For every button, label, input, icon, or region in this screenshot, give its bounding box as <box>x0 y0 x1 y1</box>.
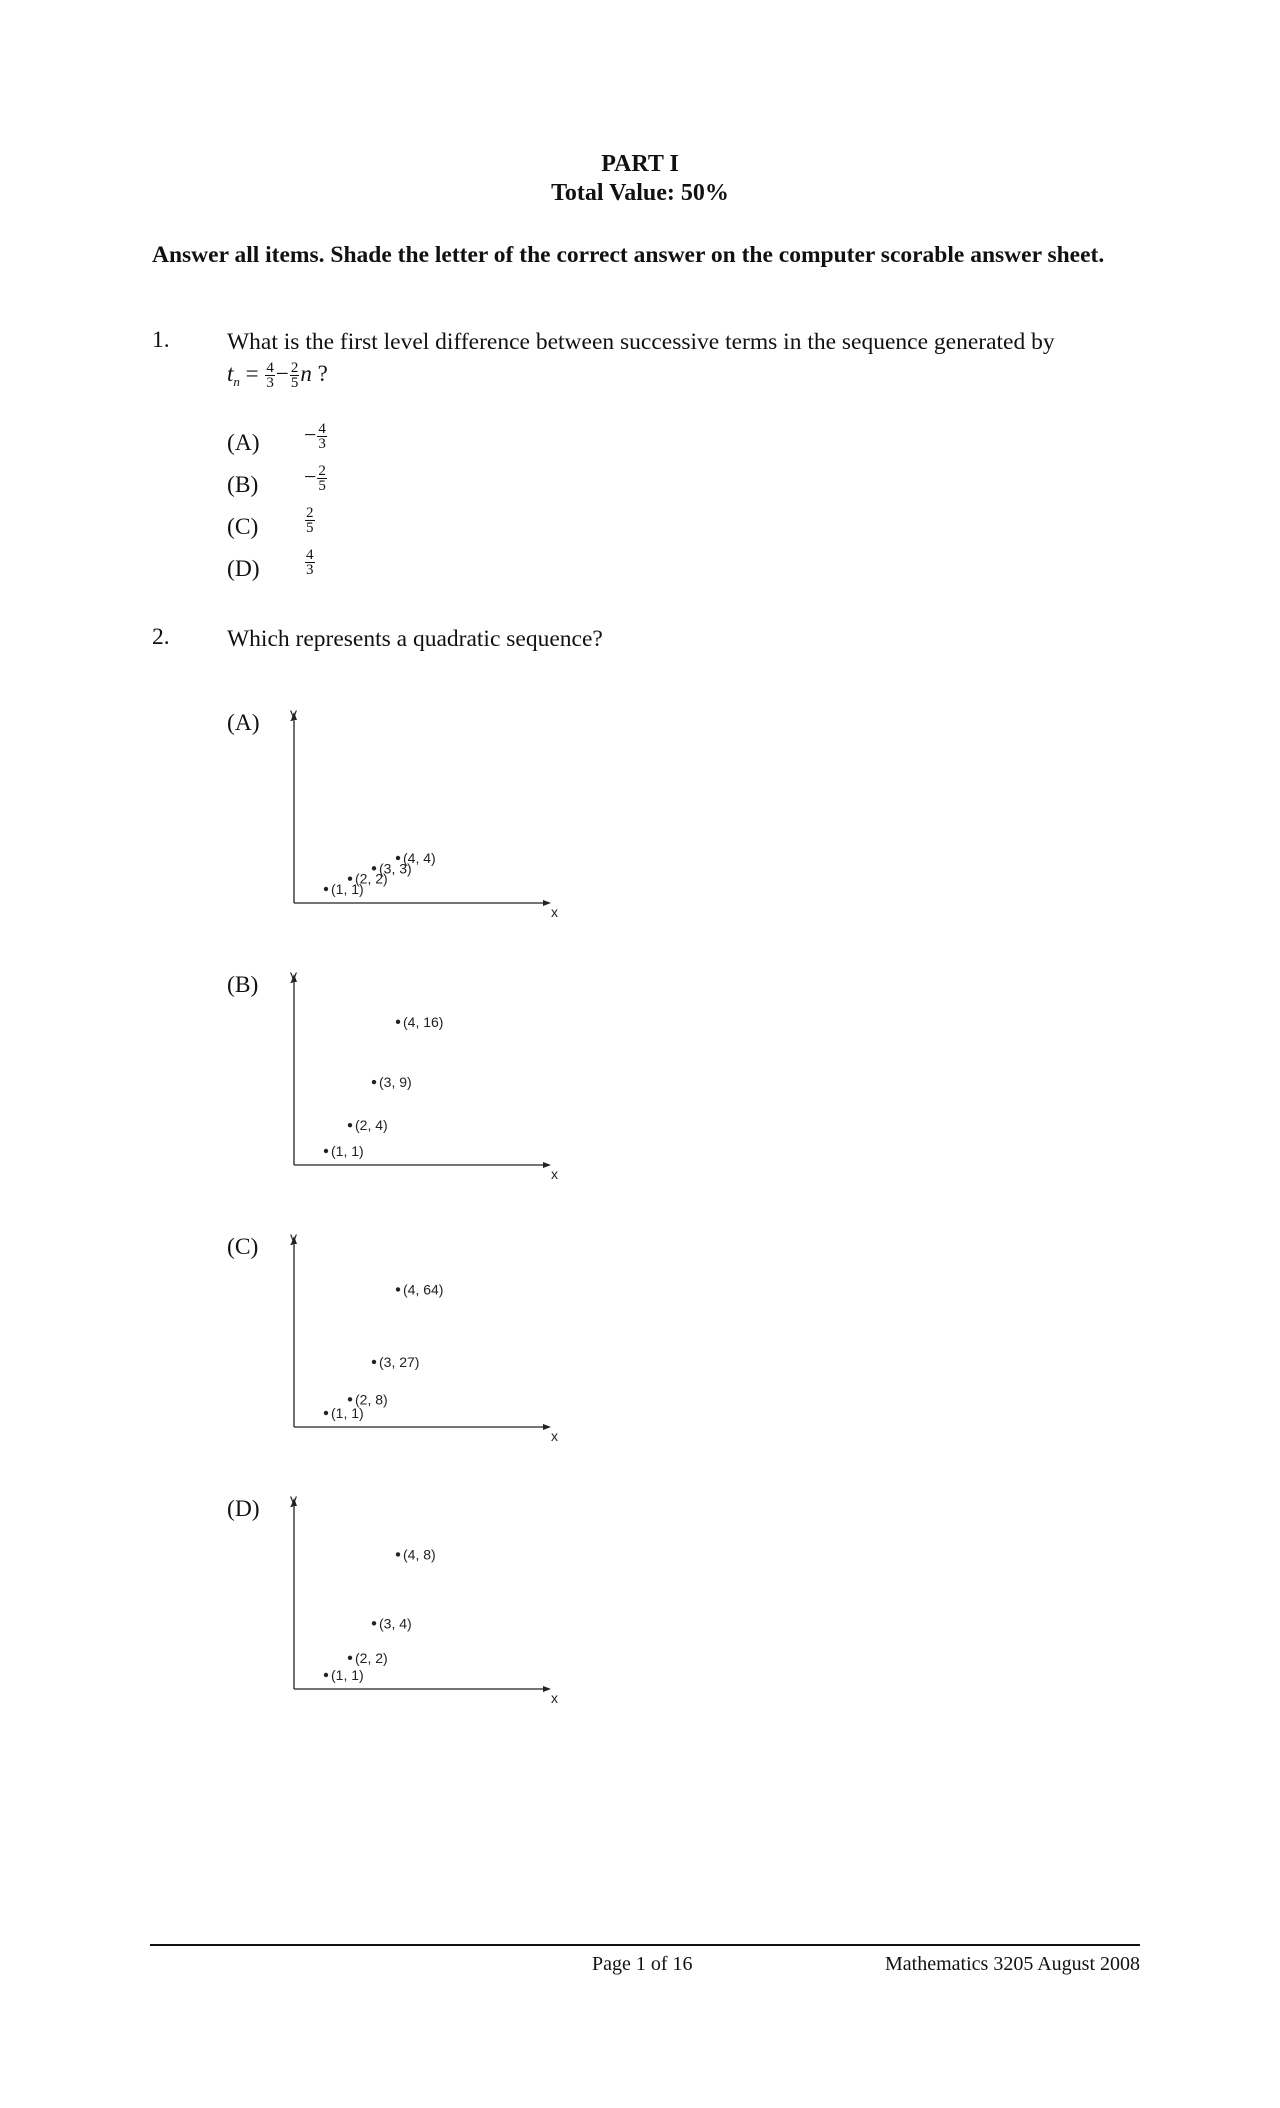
x-axis-arrow <box>543 1162 551 1168</box>
option-value <box>304 464 328 493</box>
scatter-plot <box>270 1229 558 1444</box>
data-point <box>372 1080 376 1084</box>
question-2-number: 2. <box>152 624 170 650</box>
data-point <box>348 1123 352 1127</box>
y-axis-label: y <box>290 967 297 983</box>
data-point-label: (1, 1) <box>331 881 364 897</box>
data-point-label: (2, 8) <box>355 1391 388 1408</box>
data-point-label: (4, 8) <box>403 1546 436 1563</box>
data-point-label: (1, 1) <box>331 1143 364 1159</box>
fraction-numerator: 4 <box>318 421 326 438</box>
option-sign: − <box>304 422 317 447</box>
data-point <box>348 1397 352 1401</box>
formula-fraction-b <box>290 361 300 390</box>
option-value <box>304 548 316 577</box>
question-2-text: Which represents a quadratic sequence? <box>227 626 603 652</box>
data-point-label: (3, 27) <box>379 1353 420 1370</box>
option-fraction <box>305 548 315 577</box>
data-point <box>324 1149 328 1153</box>
fraction-denominator: 5 <box>318 478 326 495</box>
y-axis-label: y <box>290 1229 297 1245</box>
data-point <box>396 1287 400 1291</box>
footer-exam-title: Mathematics 3205 August 2008 <box>885 1953 1140 1975</box>
x-axis-label: x <box>551 1166 558 1182</box>
fraction-denominator: 5 <box>290 375 299 392</box>
data-point-label: (1, 1) <box>331 1667 364 1683</box>
data-point <box>372 1621 376 1625</box>
data-point-label: (3, 9) <box>379 1074 412 1091</box>
formula-t: t <box>227 361 234 386</box>
data-point <box>396 1552 400 1556</box>
graph-option-letter: (C) <box>227 1234 259 1260</box>
option-letter: (D) <box>227 556 260 582</box>
data-point-label: (3, 4) <box>379 1615 412 1632</box>
formula-subscript: n <box>233 374 240 389</box>
fraction-numerator: 4 <box>266 360 274 377</box>
option-letter: (B) <box>227 472 259 498</box>
scatter-plot <box>270 1491 558 1706</box>
data-point <box>324 887 328 891</box>
data-point-label: (2, 2) <box>355 870 388 887</box>
part-title: PART I <box>601 151 679 177</box>
total-value: Total Value: 50% <box>551 180 729 206</box>
question-1-number: 1. <box>152 327 170 353</box>
option-value <box>304 422 328 451</box>
scatter-plot <box>270 967 558 1182</box>
footer-rule <box>150 1944 1140 1946</box>
fraction-denominator: 3 <box>266 375 274 392</box>
fraction-numerator: 2 <box>290 360 299 377</box>
question-1-text: What is the first level difference between successive terms in the sequence generated by <box>227 329 1055 355</box>
data-point <box>348 876 352 880</box>
data-point <box>324 1411 328 1415</box>
data-point <box>396 856 400 860</box>
x-axis-label: x <box>551 1690 558 1706</box>
data-point-label: (4, 4) <box>403 850 436 866</box>
formula-question-mark: ? <box>311 361 328 386</box>
scatter-plot <box>270 705 558 920</box>
formula-equals: = <box>239 361 265 386</box>
data-point-label: (4, 16) <box>403 1013 444 1030</box>
footer-page-number: Page 1 of 16 <box>592 1953 693 1975</box>
question-1-formula <box>227 361 328 390</box>
y-axis-label: y <box>290 1491 297 1507</box>
graph-option-letter: (A) <box>227 710 260 736</box>
formula-minus: − <box>275 361 289 386</box>
fraction-denominator: 5 <box>306 520 314 537</box>
option-fraction <box>317 464 327 493</box>
option-value <box>304 506 316 535</box>
formula-n: n <box>300 361 312 386</box>
data-point <box>348 1656 352 1660</box>
data-point <box>372 1360 376 1364</box>
data-point-label: (2, 4) <box>355 1117 388 1134</box>
x-axis-arrow <box>543 1424 551 1430</box>
option-sign: − <box>304 464 317 489</box>
fraction-numerator: 4 <box>306 547 314 564</box>
x-axis-label: x <box>551 1428 558 1444</box>
x-axis-arrow <box>543 1686 551 1692</box>
data-point <box>324 1673 328 1677</box>
formula-fraction-a <box>265 361 275 390</box>
data-point-label: (2, 2) <box>355 1649 388 1666</box>
graph-option-letter: (B) <box>227 972 259 998</box>
data-point-label: (3, 3) <box>379 860 412 877</box>
data-point-label: (1, 1) <box>331 1405 364 1421</box>
fraction-denominator: 3 <box>306 562 314 579</box>
data-point-label: (4, 64) <box>403 1281 444 1298</box>
option-letter: (A) <box>227 430 260 456</box>
x-axis-arrow <box>543 900 551 906</box>
data-point <box>372 866 376 870</box>
graph-option-letter: (D) <box>227 1496 260 1522</box>
option-letter: (C) <box>227 514 259 540</box>
y-axis-label: y <box>290 705 297 721</box>
option-fraction <box>305 506 315 535</box>
option-fraction <box>317 422 327 451</box>
instructions: Answer all items. Shade the letter of the correct answer on the computer scorable answer sheet. <box>152 242 1105 268</box>
fraction-numerator: 2 <box>306 505 314 522</box>
fraction-numerator: 2 <box>318 463 326 480</box>
fraction-denominator: 3 <box>318 436 326 453</box>
data-point <box>396 1020 400 1024</box>
x-axis-label: x <box>551 904 558 920</box>
